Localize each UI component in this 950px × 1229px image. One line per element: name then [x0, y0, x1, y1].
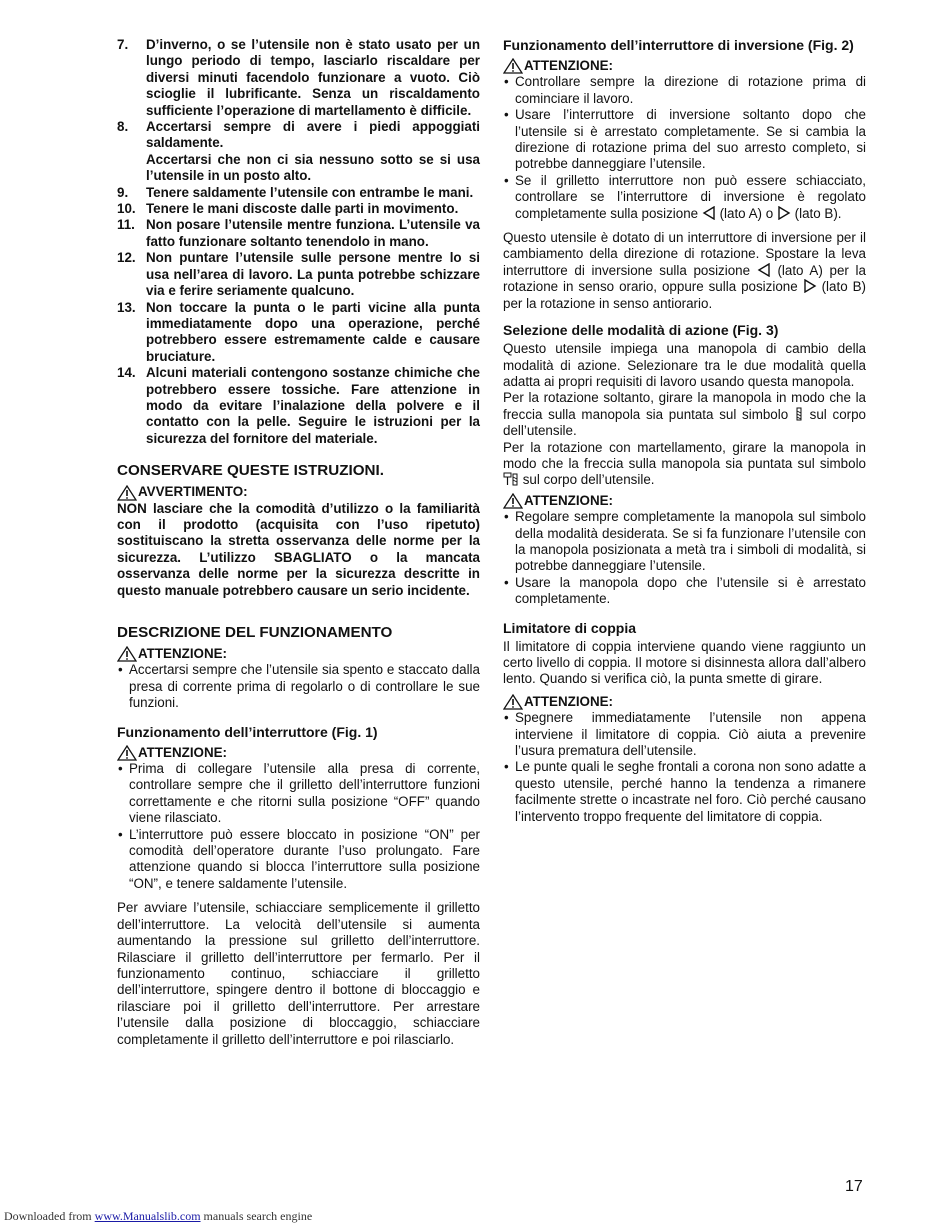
right-column	[503, 37, 866, 825]
list-item: 8. Accertarsi sempre di avere i piedi appoggiati saldamente. Accertarsi che non ci sia nessuno sotto se si usa l’utensile in un posto alto.	[117, 119, 480, 184]
arrow-left-icon	[757, 263, 771, 277]
list-item: 14. Alcuni materiali contengono sostanze chimiche che potrebbero essere tossiche. Fare attenzione in modo da evitare l’inalazione della polvere e il contatto con la pelle. Seguire le istruzioni per la sicurezza del fornitore del materiale.	[117, 365, 480, 446]
save-instructions-heading: CONSERVARE QUESTE ISTRUZIONI.	[117, 462, 384, 480]
switch-heading: Funzionamento dell’interruttore (Fig. 1)	[117, 723, 378, 740]
list-item: • L’interruttore può essere bloccato in posizione “ON” per comodità dell’operatore durante l’uso prolungato. Fare attenzione quando si blocca l’interruttore sulla posizione “ON”, e tenere saldamente l’utensile.	[117, 827, 480, 893]
list-item: 9. Tenere saldamente l’utensile con entrambe le mani.	[117, 184, 474, 200]
mode-paragraph-2: Per la rotazione soltanto, girare la manopola in modo che la freccia sulla manopola sia puntata sul simbolo sul corpo dell’utensile.	[503, 390, 866, 439]
warning-text: NON lasciare che la comodità d’utilizzo o la familiarità con il prodotto (acquisita con l’uso ripetuto) sostituiscano la stretta osservanza delle norme per la sicurezza. L’utilizzo SBAGLIATO o la mancata osservanza delle norme per la sicurezza descritte in questo manuale potrebbero causare un serio incidente.	[117, 500, 480, 598]
arrow-right-icon	[777, 206, 791, 220]
reverse-caution-list	[503, 74, 866, 222]
mode-caution-list	[503, 509, 866, 607]
warning-header: AVVERTIMENTO:	[117, 484, 480, 500]
caution-header: ATTENZIONE:	[117, 646, 480, 662]
list-item: • Le punte quali le seghe frontali a corona non sono adatte a questo utensile, perché hanno la tendenza a rimanere facilmente strette o incastrate nel foro. Ciò perché causano l’intervento troppo frequente del limitatore di coppia.	[503, 759, 866, 825]
function-description-heading: DESCRIZIONE DEL FUNZIONAMENTO	[117, 624, 393, 641]
torque-paragraph: Il limitatore di coppia interviene quando viene raggiunto un certo livello di coppia. Il motore si disinnesta allora dall’albero lento. Quando si verifica ciò, la punta smette di girare.	[503, 638, 866, 687]
list-item: • Spegnere immediatamente l’utensile non appena interviene il limitatore di coppia. Ciò aiuta a prevenire l’usura prematura dell’utensile.	[503, 710, 866, 759]
list-item: • Usare l’interruttore di inversione soltanto dopo che l’utensile si è arrestato completamente. Se si cambia la direzione di rotazione prima del suo arresto completo, si potrebbe danneggiare l’utensile.	[503, 107, 866, 173]
reverse-paragraph: Questo utensile è dotato di un interruttore di inversione per il cambiamento della direzione di rotazione. Spostare la leva interruttore di inversione sulla posizione (lato A) per la rotazione in senso orario, oppure sulla posizione (lato B) per la rotazione in senso antiorario.	[503, 230, 866, 311]
arrow-left-icon	[702, 206, 716, 220]
list-item: 13. Non toccare la punta o le parti vicine alla punta immediatamente dopo una operazione, perché potrebbero essere estremamente calde e causare bruciature.	[117, 299, 480, 364]
page-number: 17	[845, 1178, 863, 1195]
drill-symbol-icon	[794, 407, 804, 421]
list-item: • Accertarsi sempre che l’utensile sia spento e staccato dalla presa di corrente prima di regolarlo o di controllare le sue funzioni.	[117, 662, 480, 711]
caution-header: ATTENZIONE:	[117, 745, 480, 761]
caution-header: ATTENZIONE:	[503, 58, 866, 74]
warning-triangle-icon	[503, 694, 523, 710]
warning-triangle-icon	[117, 485, 137, 501]
list-item: • Prima di collegare l’utensile alla presa di corrente, controllare sempre che il grilletto dell’interruttore funzioni correttamente e che ritorni sulla posizione “OFF” quando viene rilasciato.	[117, 761, 480, 827]
list-item: 10. Tenere le mani discoste dalle parti in movimento.	[117, 201, 459, 217]
reverse-switch-heading: Funzionamento dell’interruttore di inversione (Fig. 2)	[503, 37, 854, 53]
warning-triangle-icon	[117, 646, 137, 662]
torque-caution-list	[503, 710, 866, 825]
list-item: • Regolare sempre completamente la manopola sul simbolo della modalità desiderata. Se si fa funzionare l’utensile con la manopola posizionata a metà tra i simboli di modalità, si potrebbe danneggiare l’utensile.	[503, 509, 866, 575]
list-item: • Controllare sempre la direzione di rotazione prima di cominciare il lavoro.	[503, 74, 866, 107]
download-footer: Downloaded from www.Manualslib.com manuals search engine	[4, 1209, 313, 1223]
list-item: 7. D’inverno, o se l’utensile non è stato usato per un lungo periodo di tempo, lasciarlo riscaldare per diversi minuti facendolo funzionare a vuoto. Ciò scioglie il lubrificante. Senza un riscaldamento sufficiente l’operazione di martellamento è difficile.	[117, 37, 480, 118]
list-item: • Usare la manopola dopo che l’utensile si è arrestato completamente.	[503, 575, 866, 608]
mode-paragraph-1: Questo utensile impiega una manopola di cambio della modalità di azione. Selezionare tra le due modalità quella adatta ai propri requisiti di lavoro usando questa manopola.	[503, 341, 866, 389]
safety-list	[117, 37, 480, 447]
torque-limiter-heading: Limitatore di coppia	[503, 619, 637, 636]
warning-triangle-icon	[503, 493, 523, 509]
switch-caution-list	[117, 761, 480, 892]
hammer-drill-symbol-icon	[503, 472, 519, 486]
manualslib-link[interactable]: www.Manualslib.com	[94, 1209, 201, 1223]
mode-heading: Selezione delle modalità di azione (Fig. 3)	[503, 322, 779, 339]
function-caution-list	[117, 662, 480, 711]
list-item: 12. Non puntare l’utensile sulle persone mentre lo si usa nell’area di lavoro. La punta potrebbe schizzare via e ferire seriamente qualcuno.	[117, 250, 480, 299]
left-column	[117, 37, 480, 1048]
caution-header: ATTENZIONE:	[503, 694, 866, 710]
caution-header: ATTENZIONE:	[503, 493, 866, 509]
mode-paragraph-3: Per la rotazione con martellamento, girare la manopola in modo che la freccia sulla manopola sia puntata sul simbolo sul corpo dell’utensile.	[503, 439, 866, 488]
switch-paragraph: Per avviare l’utensile, schiacciare semplicemente il grilletto dell’interruttore. La velocità dell’utensile si aumenta aumentando la pressione sul grilletto dell’interruttore. Rilasciare il grilletto dell’interruttore per fermarlo. Per il funzionamento continuo, schiacciare il grilletto dell’interruttore, spingere dentro il bottone di bloccaggio e rilasciare poi il grilletto dell’interruttore. Per arrestare l’utensile dalla posizione di bloccaggio, schiacciare completamente il grilletto dell’interruttore e poi rilasciarlo.	[117, 900, 480, 1047]
warning-triangle-icon	[503, 58, 523, 74]
warning-triangle-icon	[117, 745, 137, 761]
arrow-right-icon	[803, 279, 817, 293]
list-item: • Se il grilletto interruttore non può essere schiacciato, controllare se l’interruttore di inversione è regolato completamente sulla posizione (lato A) o (lato B).	[503, 173, 866, 222]
list-item: 11. Non posare l’utensile mentre funziona. L’utensile va fatto funzionare soltanto tenendolo in mano.	[117, 217, 480, 249]
